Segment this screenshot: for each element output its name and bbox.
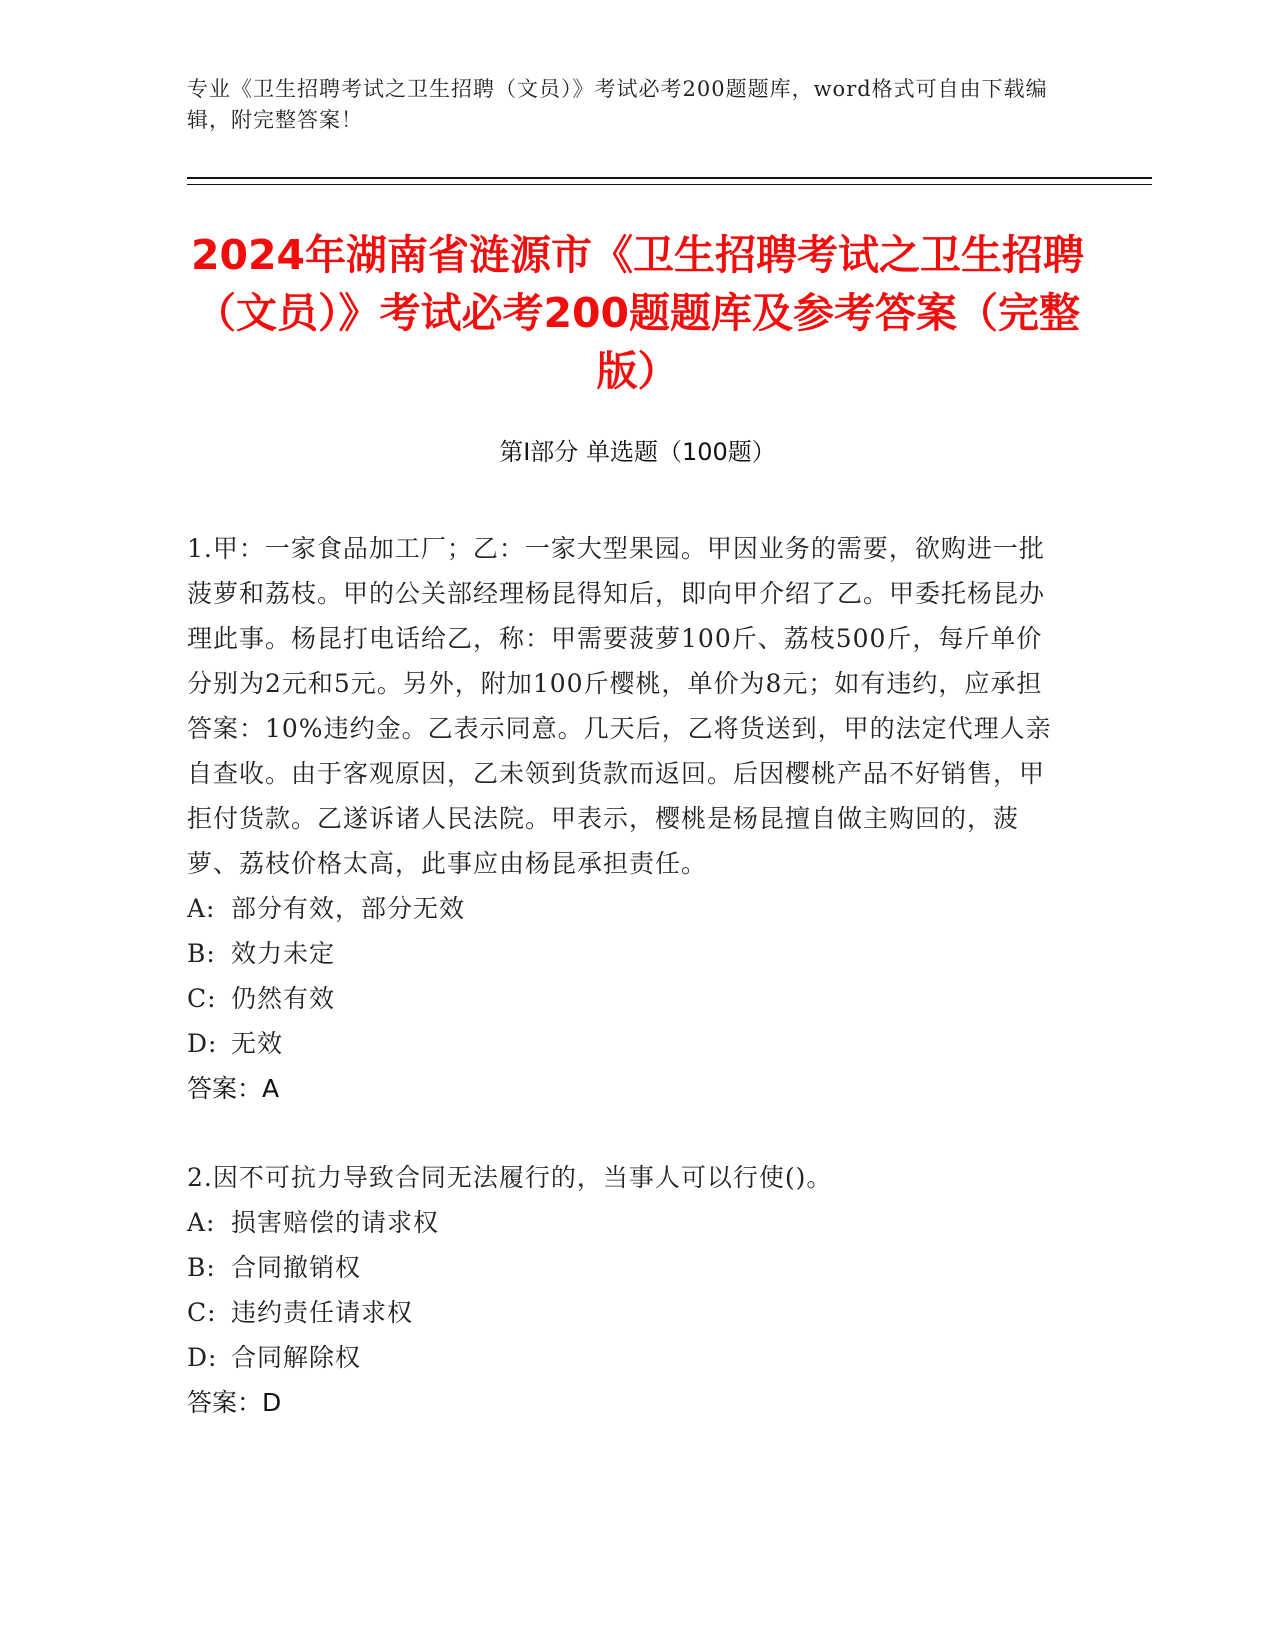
section-heading: 第Ⅰ部分 单选题（100题） (499, 438, 776, 466)
option-a (187, 1200, 1067, 1245)
option-c (187, 976, 1067, 1021)
option-letter: B: (187, 939, 216, 968)
answer-line: 答案：A (187, 1074, 280, 1103)
option-text: 合同解除权 (231, 1343, 362, 1372)
option-text: 无效 (231, 1029, 284, 1058)
option-text: 部分有效，部分无效 (231, 894, 466, 923)
question-stem: 1.甲：一家食品加工厂；乙：一家大型果园。甲因业务的需要，欲购进一批菠萝和荔枝。甲的公关部经理杨昆得知后，即向甲介绍了乙。甲委托杨昆办理此事。杨昆打电话给乙，称：甲需要菠萝100斤、荔枝500斤，每斤单价分别为2元和5元。另外，附加100斤樱桃，单价为8元；如有违约，应承担答案：10%违约金。乙表示同意。几天后，乙将货送到，甲的法定代理人亲自查收。由于客观原因，乙未领到货款而返回。后因樱桃产品不好销售，甲拒付货款。乙遂诉诸人民法院。甲表示，樱桃是杨昆擅自做主购回的，菠萝、荔枝价格太高，此事应由杨昆承担责任。 (187, 534, 1052, 878)
document-title: 2024年湖南省涟源市《卫生招聘考试之卫生招聘（文员）》考试必考200题题库及参考答案（完整版） (190, 231, 1085, 395)
header-divider-thick (187, 177, 1152, 179)
option-c (187, 1290, 1067, 1335)
option-b (187, 1245, 1067, 1290)
answer-line: 答案：D (187, 1388, 282, 1417)
option-text: 效力未定 (231, 939, 336, 968)
option-a (187, 886, 1067, 931)
option-letter: A: (187, 894, 216, 923)
option-letter: A: (187, 1208, 216, 1237)
option-letter: B: (187, 1253, 216, 1282)
question-2 (187, 1155, 1067, 1425)
option-letter: C: (187, 984, 217, 1013)
option-text: 违约责任请求权 (231, 1298, 414, 1327)
header-note: 专业《卫生招聘考试之卫生招聘（文员）》考试必考200题题库，word格式可自由下载编辑，附完整答案！ (187, 77, 1048, 132)
header-divider-thin (187, 184, 1152, 185)
option-d (187, 1021, 1067, 1066)
option-letter: C: (187, 1298, 217, 1327)
question-stem: 2.因不可抗力导致合同无法履行的，当事人可以行使()。 (187, 1163, 833, 1192)
option-letter: D: (187, 1343, 218, 1372)
question-list (187, 526, 1067, 1469)
option-d (187, 1335, 1067, 1380)
option-text: 损害赔偿的请求权 (231, 1208, 440, 1237)
question-1 (187, 526, 1067, 1111)
option-text: 合同撤销权 (231, 1253, 362, 1282)
option-letter: D: (187, 1029, 218, 1058)
option-text: 仍然有效 (231, 984, 336, 1013)
option-b (187, 931, 1067, 976)
